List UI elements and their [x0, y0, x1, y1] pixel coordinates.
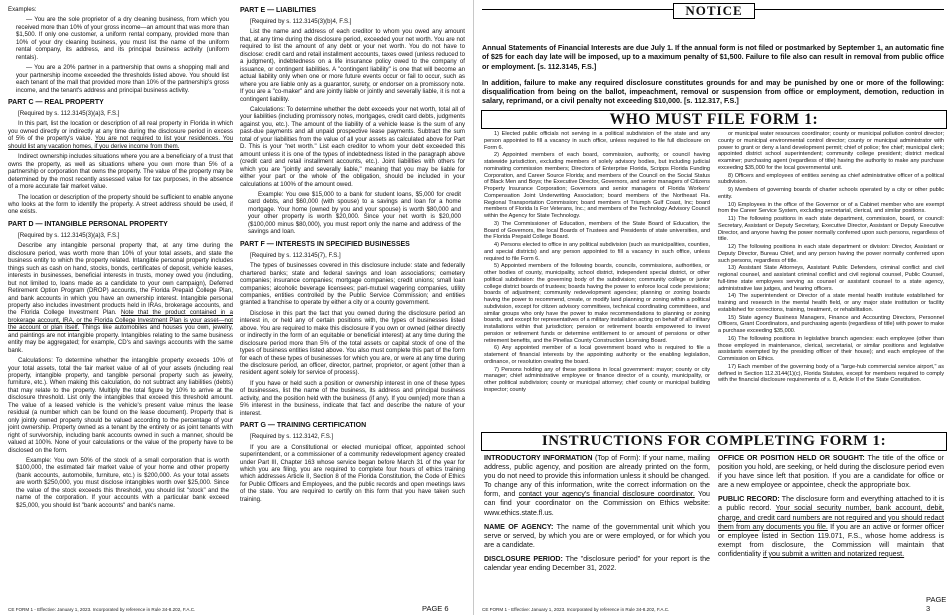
who-column-1: [484, 131, 710, 395]
statute-reference: [Required by s. 112.3145(3)(b)4, F.S.]: [250, 18, 352, 25]
who-item: 15) State agency Business Managers, Finance and Accounting Directors, Personnel Officers, Grant Coordinators, and purchasing agents (regardless of title) with power to make a purchase exceeding $35,000.: [718, 314, 944, 334]
section-heading: PART F — INTERESTS IN SPECIFIED BUSINESSES: [240, 240, 410, 248]
instructions-column-1: [484, 454, 710, 578]
notice-paragraph: Annual Statements of Financial Interests are due July 1. If the annual form is not filed or postmarked by September 1, an automatic fine of $25 for each day late will be imposed, up to a maximum penalty of $1,500. Failure to file also can result in removal from public office or employment. [s. 112.3145, F.S.]: [482, 43, 944, 71]
statute-reference: [Required by s. 112.3145(7), F.S.]: [250, 251, 341, 259]
who-item: 12) The following positions in each state department or division: Director, Assistant or Deputy Director, Bureau Chief, and any person having the power normally conferred upon such persons, regardless of title.: [718, 244, 944, 264]
who-column-2: [718, 131, 944, 385]
instructions-title: INSTRUCTIONS FOR COMPLETING FORM 1:: [481, 432, 947, 451]
instruction-office: OFFICE OR POSITION HELD OR SOUGHT: The title of the office or position you hold, are seeking, or held during the disclosure period even if you have since left that position. If you are a candidate for office or are a new employee or appointee, check the appropriate box.: [718, 454, 944, 490]
instruction-intro: INTRODUCTORY INFORMATION (Top of Form): If your name, mailing address, public agency, and position are already printed on the form, you do not need to provide this information unless it should be changed. To change any of this information, write the correct information on the form, and contact your agency's financial disclosure coordinator. You can find your coordinator on the Commission on Ethics website: www.ethics.state.fl.us.: [484, 454, 710, 517]
example-text: Example: You owe $15,000 to a bank for student loans, $5,000 for credit card debts, and $60,000 (with spouse) to a savings and loan for a home mortgage. Your home (owned by you and your spouse) is worth $80,000 and your other property is worth $20,000. Since your net worth is $20,000 ($100,000 minus $80,000), you must report only the name and address of the savings and loan.: [248, 190, 461, 236]
instruction-agency: NAME OF AGENCY: The name of the governmental unit which you serve or served, by which you are or were employed, or for which you are a candidate.: [484, 522, 710, 549]
who-item: 16) The following positions in legislative branch agencies: each employee (other than those employed in maintenance, clerical, secretarial, or similar positions and legislative assistants exempted by the presiding officer of their house); and each employee of the Commission on Ethics.: [718, 335, 944, 362]
section-heading: PART C — REAL PROPERTY: [8, 98, 104, 106]
example-text: — You are the sole proprietor of a dry cleaning business, from which you received more than 10% of your gross income—an amount that was more than $1,500. If only one customer, a uniform rental company, provided more than 10% of your dry cleaning business, you must list the name of the uniform rental company, its address, and its principal business activity (uniform rentals).: [16, 16, 229, 61]
who-item: 17) Each member of the governing body of a "large-hub commercial service airport," as defined in Section 112.3144(1)(c), Florida Statutes, except for members required to comply with the financial disclosure requirements of s. 8, Article II of the State Constitution.: [718, 363, 944, 384]
who-item: 5) Appointed members of the following boards, councils, commissions, authorities, or other bodies of county, municipality, school district, independent special district, or other political subdivision: the governing body of the subdivision; community college or junior college district boards of trustees; boards having the power to enforce local code provisions; boards of adjustment; community redevelopment agencies; planning or zoning boards having the power to recommend, create, or modify land planning or zoning within a political subdivision, except for citizen advisory committees, technical coordinating committees, and similar groups who only have the power to make recommendations to planning or zoning boards, and except for representatives of a military installation acting on behalf of all military installations within that jurisdiction; pension or retirement boards empowered to invest pension or retirement funds or determine entitlement to or amount of pensions or other retirement benefits, and the Pinellas County Construction Licensing Board.: [484, 263, 710, 344]
who-item: 10) Employees in the office of the Governor or of a Cabinet member who are exempt from the Career Service System, excluding secretarial, clerical, and similar positions.: [718, 201, 944, 215]
example-text: Example: You own 50% of the stock of a small corporation that is worth $100,000, the estimated fair market value of your home and other property (bank accounts, automobile, furniture, etc.) is $200,000. As your total assets are worth $250,000, you must disclose intangibles worth over $25,000. Since the value of the stock exceeds this threshold, you should list "stock" and the name of the corporation. If your accounts with a particular bank exceed $25,000, you should list "bank accounts" and bank's name.: [16, 457, 229, 509]
statute-reference: [Required by s. 112.3145(3)(a)3, F.S.]: [18, 109, 120, 117]
paragraph: Calculations: To determine whether the intangible property exceeds 10% of your total assets, total the fair market value of all of your assets (including real property, intangible property, and tangible personal property such as jewelry, furniture, etc.). When making this calculation, do not subtract any liabilities (debts) that may relate to the property. Multiply the total figure by 10% to arrive at the disclosure threshold. List only the intangibles that exceed this threshold amount. The value of a leased vehicle is the vehicle's present value minus the lease residual (a number which can be found on the lease document). Property that is only jointly owned property should be valued according to the percentage of your joint ownership. Property owned as a tenant by the entirety or as joint tenants with right of survivorship, including bank accounts owned in such a manner, should be valued at 100%. None of your calculations or the value of the property have to be disclosed on the form.: [8, 357, 233, 454]
paragraph: List the name and address of each creditor to whom you owed any amount that, at any time during the disclosure period, exceeded your net worth. You are not required to list the amount of any debt or your net worth. You do not have to disclose: credit card and retail installment accounts, taxes owed (unless reduced to a judgment), indebtedness on a life insurance policy owed to the company of issuance, or contingent liabilities. A "contingent liability" is one that will become an actual liability only when one or more future events occur or fail to occur, such as where you are liable only as a guarantor, surety, or endorser on a promissory note. If you are a "co-maker" and are jointly liable or jointly and severally liable, it is not a contingent liability.: [240, 28, 465, 103]
instruction-public-record: PUBLIC RECORD: The disclosure form and everything attached to it is a public record. Your social security number, bank account, debit, charge, and credit card numbers are not required and you should redact them from any documents you file. If you are an active or former officer or employee listed in Section 119.071, F.S., whose home address is exempt from disclosure, the Commission will maintain that confidentiality if you submit a written and notarized request.: [718, 495, 945, 558]
paragraph: Calculations: To determine whether the debt exceeds your net worth, total all of your liabilities (including promissory notes, mortgages, credit card debts, judgments against you, etc.). The amount of the liability of a vehicle lease is the sum of any past-due payments and all unpaid prospective lease payments. Subtract the sum total of your liabilities from the value of all your assets as calculated above for Part D. This is your "net worth." List each creditor to whom your debt exceeded this amount unless it is one of the types of indebtedness listed in the paragraph above (credit card and retail installment accounts, etc.). Joint liabilities with others for which you are "jointly and severally liable," meaning that you may be liable for either your part or the whole of the obligation, should be included in your calculations at 100% of the amount owed.: [240, 105, 465, 188]
section-heading: PART G — TRAINING CERTIFICATION: [240, 422, 367, 430]
who-item: 6) Any appointed member of a local government board who is required to file a statement of financial interests by the appointing authority or the enabling legislation, ordinance, or resolution creating the board.: [484, 345, 710, 365]
page-footer: CE FORM 1 - Effective: January 1, 2023. Incorporated by reference in Rule 34-8.202, F.A.C.: [482, 607, 670, 612]
paragraph: Describe any intangible personal property that, at any time during the disclosure period, was worth more than 10% of your total assets, and state the business entity to which the property related. Intangible personal property includes things such as cash on hand, stocks, bonds, certificates of deposit, vehicle leases, interests in businesses, beneficial interests in trusts, money owed you (including, but not limited to, loans made as a candidate to your own campaign), Deferred Retirement Option Program (DROP) accounts, the Florida Prepaid College Plan, and bank accounts in which you have an ownership interest. Intangible personal property also includes investment products held in IRAs, brokerage accounts, and the Florida College Investment Plan. Note that the product contained in a brokerage account, IRA, or the Florida College Investment Plan is your asset—not the account or plan itself. Things like automobiles and houses you own, jewelry, and paintings are not intangible property. Intangibles relating to the same business entity may be aggregated; for example, CD's and savings accounts with the same bank.: [8, 242, 233, 354]
instructions-column-2: [718, 454, 944, 564]
page-number: PAGE 3: [926, 595, 947, 613]
who-item: 11) The following positions in each state department, commission, board, or council: Secretary, Assistant or Deputy Secretary, Executive Director, Assistant or Deputy Executive Director, and anyone having the power normally conferred upon such persons, regardless of title.: [718, 216, 945, 243]
who-item: 7) Persons holding any of these positions in local government: mayor; county or city manager; chief administrative employee or finance director of a county, municipality, or other political subdivision; county or municipal attorney; chief county or municipal building inspector; county: [484, 366, 710, 393]
examples-label: Examples:: [8, 6, 37, 13]
who-item: 8) Officers and employees of entities serving as chief administrative officer of a political subdivision.: [718, 172, 944, 186]
notice-paragraph: In addition, failure to make any required disclosure constitutes grounds for and may be punished by one or more of the following: disqualification from being on the ballot, impeachment, removal or suspension from office or employment, demotion, reduction in salary, reprimand, or a civil penalty not exceeding $10,000. [s. 112.317, F.S.]: [482, 77, 944, 106]
paragraph: Indirect ownership includes situations where you are a beneficiary of a trust that owns the property, as well as situations where you own more than 5% of a partnership or corporation that owns the property. The value of the property may be determined by the most recently assessed value for tax purposes, in the absence of a more accurate fair market value.: [8, 153, 233, 191]
who-item: 14) The superintendent or Director of a state mental health institute established for training and research in the mental health field, or any major state institution or facility established for corrections, training, treatment, or rehabilitation.: [718, 293, 944, 313]
page-footer: CE FORM 1 - Effective: January 1, 2023. Incorporated by reference in Rule 34-8.202, F.A.C.: [8, 607, 196, 612]
section-heading: PART E — LIABILITIES: [240, 7, 317, 14]
paragraph: In this part, list the location or description of all real property in Florida in which you owned directly or indirectly at any time during the disclosure period in excess of 5% of the property's value. You are not required to list your residences. You should list any vacation homes, if you derive income from them.: [8, 120, 233, 150]
paragraph: The location or description of the property should be sufficient to enable anyone who looks at the form to identify the property. A street address should be used, if one exists.: [8, 193, 233, 216]
paragraph: If you are a Constitutional or elected municipal officer, appointed school superintendent, or a commissioner of a community redevelopment agency created under Part III, Chapter 163 whose service began before March 31 of the year for which you are filing, you are required to complete four hours of ethics training which addresses Article II, Section 8 of the Florida Constitution, the Code of Ethics for Public Officers and Employees, and the public records and open meetings laws of the state. You are required to certify on this form that you have taken such training.: [240, 443, 465, 503]
who-must-file-title: WHO MUST FILE FORM 1:: [481, 110, 947, 129]
page-number: PAGE 6: [422, 604, 449, 613]
paragraph: If you have or held such a position or ownership interest in one of these types of businesses, list the name of the business, its address and principal business activity, and the position held with the business (if any). If you own(ed) more than a 5% interest in the business, indicate that fact and describe the nature of your interest.: [240, 379, 465, 417]
statute-reference: [Required by s. 112.3145(3)(a)3, F.S.]: [18, 231, 120, 239]
left-column-2: [240, 6, 465, 506]
notice-text: [482, 43, 944, 113]
who-item: or municipal water resources coordinator; county or municipal pollution control director; county or municipal environmental control director; county or municipal administrator with power to grant or deny a land development permit; chief of police; fire chief; municipal clerk; appointed district school superintendent; community college president; district medical examiner; purchasing agent (regardless of title) having the authority to make any purchase exceeding $35,000 for the local governmental unit.: [718, 131, 944, 171]
who-item: 9) Members of governing boards of charter schools operated by a city or other public entity.: [718, 187, 944, 200]
who-item: 1) Elected public officials not serving in a political subdivision of the state and any person appointed to fill a vacancy in such office, unless required to file full disclosure on Form 6.: [484, 131, 710, 151]
example-text: — You are a 20% partner in a partnership that owns a shopping mall and your partnership income exceeded the thresholds listed above. You should list each tenant of the mall that provided more than 10% of the partnership's gross income, and the tenant's address and principal business activity.: [16, 64, 229, 94]
notice-title: NOTICE: [673, 3, 755, 19]
left-column-1: [8, 6, 233, 512]
who-item: 3) The Commissioner of Education, members of the State Board of Education, the Board of Governors, the local Boards of Trustees and Presidents of state universities, and the Florida Prepaid College Board.: [484, 220, 710, 241]
who-item: 13) Assistant State Attorneys, Assistant Public Defenders, criminal conflict and civil regional counsel, and assistant criminal conflict and civil regional counsel, Public Counsel, full-time state employees serving as counsel or assistant counsel to a state agency, administrative law judges, and hearing officers.: [718, 265, 944, 292]
left-page: [0, 0, 474, 615]
who-item: 4) Persons elected to office in any political subdivision (such as municipalities, counties, and special districts) and any person appointed to fill a vacancy in such office, unless required to file Form 6.: [484, 242, 710, 262]
paragraph: The types of businesses covered in this disclosure include: state and federally chartered banks; state and federal savings and loan associations; cemetery companies; insurance companies; mortgage companies; credit unions; small loan companies; alcoholic beverage licensees; pari-mutuel wagering companies, utility companies, entities controlled by the Public Service Commission; and entities granted a franchise to operate by either a city or a county government.: [240, 262, 465, 307]
who-item: 2) Appointed members of each board, commission, authority, or council having statewide jurisdiction, excluding members of solely advisory bodies, but including judicial nominating commission members; Directors of Enterprise Florida, Scripps Florida Funding Corporation, and Career Source Florida; and members of the Council on the Social Status of Black Men and Boys; the Executive Director, Governors, and senior managers of Citizens Property Insurance Corporation; Governors and senior managers of Florida Workers' Compensation Joint Underwriting Association; board members of the Northeast Fla. Regional Transportation Commission; board members of Triumph Gulf Coast, Inc; board members of Florida Is For Veterans, Inc.; and members of the Technology Advisory Council within the Agency for State Technology.: [484, 152, 710, 219]
section-heading: PART D — INTANGIBLE PERSONAL PROPERTY: [8, 220, 168, 228]
statute-reference: [Required by s. 112.3142, F.S.]: [250, 433, 334, 441]
instruction-period: DISCLOSURE PERIOD: The "disclosure period" for your report is the calendar year ending December 31, 2022.: [484, 554, 710, 573]
paragraph: Disclose in this part the fact that you owned during the disclosure period an interest in, or held any of certain positions with, the types of businesses listed above. You are required to make this disclosure if you own or owned (either directly or indirectly in the form of an equitable or beneficial interest) at any time during the disclosure period more than 5% of the total assets or capital stock of one of the types of business entities listed above. You also must complete this part of the form for each of these types of businesses for which you are, or were at any time during the disclosure period, an officer, director, partner, proprietor, or agent (other than a resident agent solely for service of process).: [240, 309, 465, 377]
